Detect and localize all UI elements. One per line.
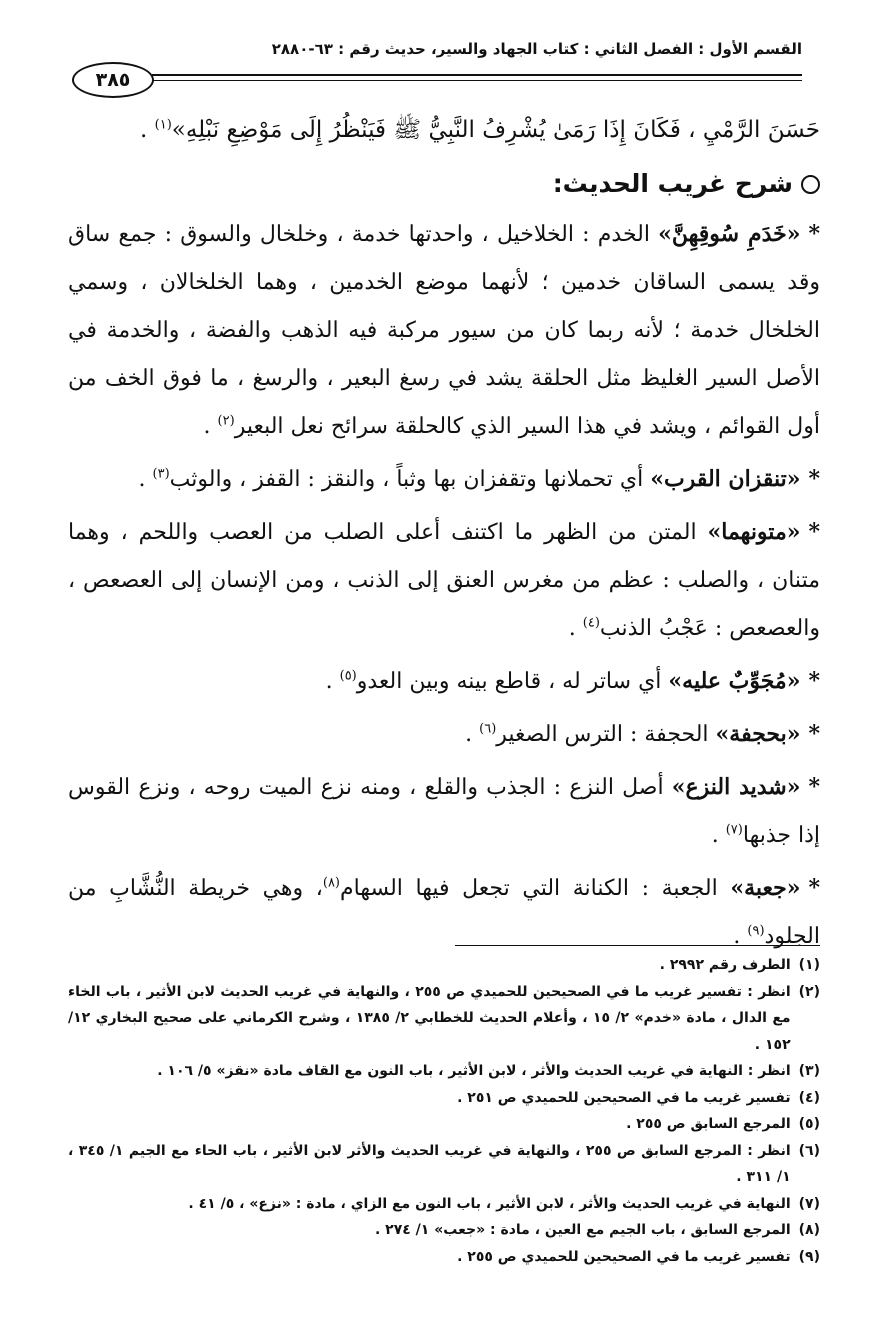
footnote: (٩) تفسير غريب ما في الصحيحين للحميدي ص ٢٥٥ . [457,1248,820,1265]
gloss-entry: *«متونهما» المتن من الظهر ما اكتنف أعلى الصلب من العصب واللحم ، وهما متنان ، والصلب : عظم من مغرس العنق إلى الذنب ، ومن الإنسان إلى العصعص ، والعصعص : عَجْبُ الذنب$^{(٤)}$ . [68,519,820,641]
gloss-entry: *«تنقزان القرب» أي تحملانها وتقفزان بها وثباً ، والنقز : القفز ، والوثب$^{(٣)}$ . [138,466,820,492]
gloss-term: «بحجفة» [715,721,801,747]
star-icon: * [808,221,820,247]
gloss-text: أي تحملانها وتقفزان بها وثباً ، والنقز : القفز ، والوثب [169,467,651,492]
gloss-text: المتن من الظهر ما اكتنف أعلى الصلب من العصب واللحم ، وهما متنان ، والصلب : عظم من مغرس العنق إلى الذنب ، ومن الإنسان إلى العصعص ، والعصعص : عَجْبُ الذنب [68,520,820,641]
footnote-marker: (٦) [479,721,497,737]
star-icon: * [808,774,820,800]
footnotes [68,952,820,1270]
gloss-term: «جعبة» [730,875,801,901]
star-icon: * [808,721,820,747]
gloss-term: «تنقزان القرب» [650,466,801,492]
header-rule [152,74,802,76]
star-icon: * [808,466,820,492]
gloss-text: الجعبة : الكنانة التي تجعل فيها السهام [340,876,731,901]
footnote: (٨) المرجع السابق ، باب الجيم مع العين ، مادة : «جعب» ١/ ٢٧٤ . [374,1222,820,1238]
main-text [68,106,820,965]
footnote-marker: (٥) [339,668,357,684]
star-icon: * [808,668,820,694]
gloss-entry: *«خَدَمِ سُوقِهِنَّ» الخدم : الخلاخيل ، واحدتها خدمة ، وخلخال والسوق : جمع ساق وقد يسمى الساقان خدمين ؛ لأنهما موضع الخدمين ، وهما الخلخالان ، وسمي الخلخال خدمة ؛ لأنه ربما كان من سيور مركبة فيه الذهب والفضة ، والخدمة في الأصل السير الغليظ مثل الحلقة يشد في رسغ البعير ، والرسغ ، ما فوق الخف من أول القوائم ، ويشد في هذا السير الذي كالحلقة سرائح نعل البعير$^{(٢)}$ . [68,221,820,439]
star-icon: * [808,875,820,901]
circle-bullet-icon [801,175,820,194]
footnote: (٤) تفسير غريب ما في الصحيحين للحميدي ص ٢٥١ . [457,1089,820,1106]
section-heading-text: شرح غريب الحديث: [552,169,793,198]
gloss-entry: *«مُجَوِّبٌ عليه» أي ساتر له ، قاطع بينه وبين العدو$^{(٥)}$ . [325,668,820,694]
gloss-entry: *«بحجفة» الحجفة : الترس الصغير$^{(٦)}$ . [465,721,820,747]
page-number: ٣٨٥ [72,62,154,98]
gloss-text: أي ساتر له ، قاطع بينه وبين العدو [356,669,669,694]
footnote: (٢) انظر : تفسير غريب ما في الصحيحين للحميدي ص ٢٥٥ ، والنهاية في غريب الحديث لابن الأثير ، باب الخاء مع الدال ، مادة «خدم» ٢/ ١٥ ، وأعلام الحديث للخطابي ٢/ ١٣٨٥ ، وشرح الكرماني على صحيح البخاري ١٢/ ١٥٢ . [68,983,820,1053]
star-icon: * [808,519,820,545]
gloss-entry: *«شديد النزع» أصل النزع : الجذب والقلع ، ومنه نزع الميت روحه ، ونزع القوس إذا جذبها$^{(٧)}$ . [68,774,820,848]
gloss-entry: *«جعبة» الجعبة : الكنانة التي تجعل فيها السهام$^{(٨)}$، وهي خريطة النُّشَّابِ من الجلود$^{(٩)}$ . [68,875,820,949]
hadith-continuation: حَسَنَ الرَّمْيِ ، فَكَانَ إِذَا رَمَىٰ يُشْرِفُ النَّبِيُّ ﷺ فَيَنْظُرُ إِلَى مَوْضِعِ نَبْلِهِ»$^{(١)}$ . [140,117,820,143]
gloss-text-continued: ، وهي خريطة النُّشَّابِ من الجلود [68,876,820,949]
gloss-text: الخدم : الخلاخيل ، واحدتها خدمة ، وخلخال والسوق : جمع ساق وقد يسمى الساقان خدمين ؛ لأنهما موضع الخدمين ، وهما الخلخالان ، وسمي الخلخال خدمة ؛ لأنه ربما كان من سيور مركبة فيه الذهب والفضة ، والخدمة في الأصل السير الغليظ مثل الحلقة يشد في رسغ البعير ، والرسغ ، ما فوق الخف من أول القوائم ، ويشد في هذا السير الذي كالحلقة سرائح نعل البعير [68,222,820,439]
footnote-marker: (١) [154,117,172,133]
footnote-marker: (٧) [725,822,743,838]
gloss-term: «مُجَوِّبٌ عليه» [668,668,801,694]
gloss-term: «متونهما» [707,519,801,545]
gloss-term: «خَدَمِ سُوقِهِنَّ» [658,221,801,247]
footnote-marker: (٤) [582,615,600,631]
footnote: (٥) المرجع السابق ص ٢٥٥ . [626,1116,820,1132]
footnote: (٦) انظر : المرجع السابق ص ٢٥٥ ، والنهاية في غريب الحديث والأثر لابن الأثير ، باب الحاء مع الجيم ١/ ٣٤٥ ، ١/ ٣١١ . [68,1142,820,1185]
gloss-term: «شديد النزع» [671,774,801,800]
section-heading [68,160,820,208]
hadith-text: حَسَنَ الرَّمْيِ ، فَكَانَ إِذَا رَمَىٰ يُشْرِفُ النَّبِيُّ ﷺ فَيَنْظُرُ إِلَى مَوْضِعِ نَبْلِهِ» [171,117,820,143]
gloss-text: أصل النزع : الجذب والقلع ، ومنه نزع الميت روحه ، ونزع القوس إذا جذبها [68,775,820,848]
header-rule-thin [152,80,802,81]
footnote: (٣) انظر : النهاية في غريب الحديث والأثر ، لابن الأثير ، باب النون مع القاف مادة «نقز» ٥/ ١٠٦ . [157,1063,820,1079]
gloss-text: الحجفة : الترس الصغير [496,722,716,747]
footnote-marker: (٢) [217,413,235,429]
footnote: (٧) النهاية في غريب الحديث والأثر ، لابن الأثير ، باب النون مع الزاي ، مادة : «نزع» ، ٥/ ٤١ . [188,1195,820,1212]
footnote-separator [455,945,820,946]
footnote-marker: (٣) [152,466,170,482]
running-header: القسم الأول : الفصل الثاني : كتاب الجهاد والسير، حديث رقم : ٦٣-٢٨٨٠ [271,40,802,58]
footnote-marker: (٨) [322,875,340,891]
footnote-marker: (٩) [747,923,765,939]
footnote: (١) الطرف رقم ٢٩٩٢ . [659,957,820,973]
